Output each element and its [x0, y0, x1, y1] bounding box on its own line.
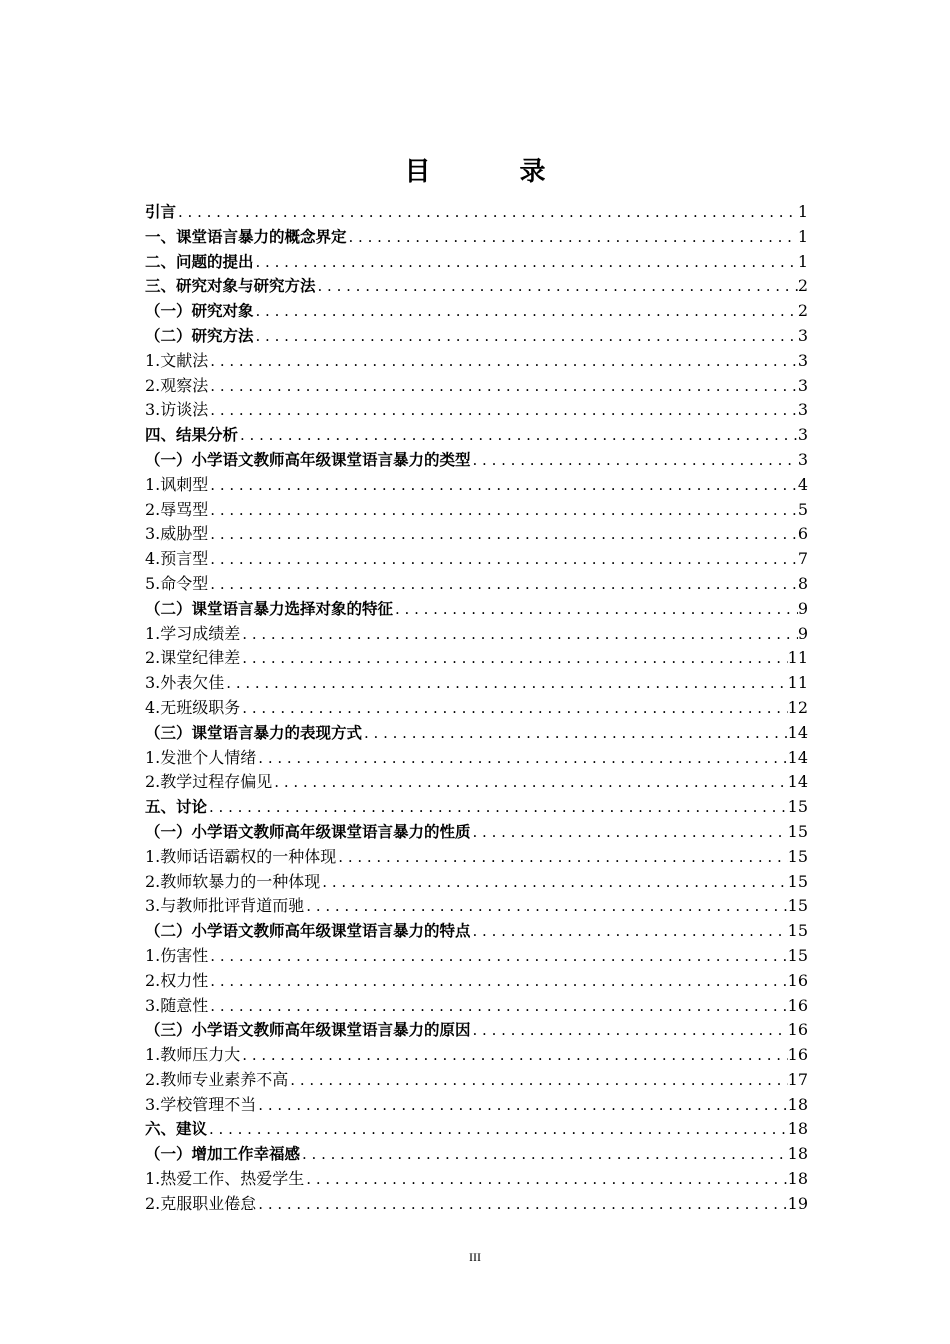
dot-leader: [208, 994, 787, 1019]
toc-entry-label: 4.预言型: [145, 549, 209, 569]
toc-entry-label: 1.文献法: [145, 350, 209, 370]
toc-entry-page: 3: [797, 400, 808, 420]
toc-entry[interactable]: [145, 448, 808, 473]
toc-entry-page: 3: [797, 325, 808, 345]
toc-entry-page: 1: [797, 226, 808, 246]
toc-entry-page: 1: [797, 251, 808, 271]
dot-leader: [254, 250, 798, 275]
toc-entry-label: 1.发泄个人情绪: [145, 747, 257, 767]
dot-leader: [320, 870, 787, 895]
toc-entry-page: 1: [797, 202, 808, 221]
toc-entry-label: 2.教师软暴力的一种体现: [145, 871, 321, 891]
toc-entry-label: 3.威胁型: [145, 524, 209, 544]
dot-leader: [272, 770, 787, 795]
toc-entry-label: 3.学校管理不当: [145, 1094, 257, 1114]
dot-leader: [393, 597, 798, 622]
toc-entry-page: 15: [787, 896, 808, 916]
toc-entry-page: 19: [787, 1193, 808, 1213]
dot-leader: [471, 448, 798, 473]
toc-entry[interactable]: [145, 250, 808, 275]
toc-entry-page: 3: [797, 350, 808, 370]
toc-entry-label: （一）增加工作幸福感: [145, 1145, 301, 1164]
toc-entry-label: 1.教师压力大: [145, 1045, 241, 1065]
toc-entry-label: 3.与教师批评背道而驰: [145, 896, 305, 916]
toc-entry-label: （三）小学语文教师高年级课堂语言暴力的原因: [145, 1021, 471, 1040]
toc-entry[interactable]: [145, 374, 808, 399]
toc-entry-page: 14: [787, 772, 808, 792]
dot-leader: [208, 547, 798, 572]
toc-entry-page: 9: [797, 598, 808, 618]
dot-leader: [240, 696, 787, 721]
toc-entry[interactable]: [145, 498, 808, 523]
toc-entry-page: 6: [797, 524, 808, 544]
toc-entry-label: 2.观察法: [145, 375, 209, 395]
toc-entry-label: 一、课堂语言暴力的概念界定: [145, 227, 347, 246]
dot-leader: [207, 795, 788, 820]
toc-entry[interactable]: [145, 1043, 808, 1068]
dot-leader: [471, 1018, 788, 1043]
toc-entry-page: 17: [787, 1069, 808, 1089]
toc-entry-page: 15: [787, 797, 808, 817]
toc-entry-page: 11: [787, 673, 808, 693]
toc-entry-page: 3: [797, 425, 808, 445]
toc-entry[interactable]: [145, 845, 808, 870]
toc-entry[interactable]: [145, 870, 808, 895]
toc-entry-page: 14: [787, 722, 808, 742]
toc-entry[interactable]: [145, 1018, 808, 1043]
dot-leader: [304, 894, 787, 919]
toc-entry[interactable]: [145, 696, 808, 721]
toc-entry-page: 14: [787, 747, 808, 767]
toc-entry-page: 18: [787, 1094, 808, 1114]
toc-entry-label: 四、结果分析: [145, 426, 239, 445]
dot-leader: [208, 498, 798, 523]
toc-entry-label: 五、讨论: [145, 798, 208, 817]
toc-entry-label: 1.伤害性: [145, 945, 209, 965]
toc-title: 目 录: [404, 157, 586, 188]
toc-entry[interactable]: [145, 1068, 808, 1093]
dot-leader: [176, 200, 798, 225]
toc-entry-label: 2.教师专业素养不高: [145, 1069, 289, 1089]
toc-entry-label: 5.命令型: [145, 573, 209, 593]
toc-entry[interactable]: [145, 572, 808, 597]
toc-entry-page: 16: [787, 995, 808, 1015]
toc-entry-page: 3: [797, 449, 808, 469]
toc-entry[interactable]: [145, 200, 808, 225]
toc-entry[interactable]: [145, 994, 808, 1019]
toc-entry-page: 16: [787, 970, 808, 990]
toc-entry-page: 15: [787, 871, 808, 891]
dot-leader: [256, 1093, 787, 1118]
toc-entry[interactable]: [145, 1192, 808, 1217]
toc-entry[interactable]: [145, 225, 808, 250]
dot-leader: [256, 746, 787, 771]
toc-entry-label: 2.课堂纪律差: [145, 648, 241, 668]
toc-entry[interactable]: [145, 1142, 808, 1167]
toc-entry[interactable]: [145, 622, 808, 647]
dot-leader: [240, 1043, 787, 1068]
toc-entry-page: 16: [787, 1045, 808, 1065]
toc-entry[interactable]: [145, 746, 808, 771]
dot-leader: [471, 919, 788, 944]
toc-entry[interactable]: [145, 944, 808, 969]
dot-leader: [208, 349, 798, 374]
toc-entry-page: 2: [797, 301, 808, 321]
toc-entry-page: 15: [787, 821, 808, 841]
toc-entry-label: （一）小学语文教师高年级课堂语言暴力的类型: [145, 450, 471, 469]
toc-entry[interactable]: [145, 1167, 808, 1192]
toc-entry[interactable]: [145, 646, 808, 671]
dot-leader: [288, 1068, 787, 1093]
toc-entry[interactable]: [145, 398, 808, 423]
toc-entry-label: 三、研究对象与研究方法: [145, 277, 316, 296]
toc-entry-label: （三）课堂语言暴力的表现方式: [145, 723, 363, 742]
toc-entry-page: 2: [797, 276, 808, 296]
toc-entry-page: 15: [787, 846, 808, 866]
toc-entry-label: 1.讽刺型: [145, 474, 209, 494]
toc-entry[interactable]: [145, 721, 808, 746]
toc-entry-label: 3.访谈法: [145, 400, 209, 420]
toc-entry-label: 4.无班级职务: [145, 697, 241, 717]
dot-leader: [208, 522, 798, 547]
toc-entry-label: 1.学习成绩差: [145, 623, 241, 643]
dot-leader: [254, 324, 798, 349]
toc-entry-label: 六、建议: [145, 1120, 208, 1139]
dot-leader: [362, 721, 788, 746]
toc-entry[interactable]: [145, 671, 808, 696]
toc-entry[interactable]: [145, 795, 808, 820]
toc-entry-page: 9: [797, 623, 808, 643]
dot-leader: [208, 969, 787, 994]
toc-entry-label: （二）课堂语言暴力选择对象的特征: [145, 599, 394, 618]
toc-entry[interactable]: [145, 274, 808, 299]
dot-leader: [240, 622, 798, 647]
toc-entry-page: 18: [787, 1119, 808, 1139]
toc-entry-label: 2.权力性: [145, 970, 209, 990]
toc-entry-page: 15: [787, 921, 808, 941]
toc-entry-page: 15: [787, 945, 808, 965]
toc-entry[interactable]: [145, 324, 808, 349]
dot-leader: [208, 374, 798, 399]
toc-entry[interactable]: [145, 423, 808, 448]
toc-entry[interactable]: [145, 770, 808, 795]
toc-entry-label: 二、问题的提出: [145, 252, 254, 271]
dot-leader: [316, 274, 798, 299]
toc-entry[interactable]: [145, 597, 808, 622]
toc-entry-label: 3.外表欠佳: [145, 673, 225, 693]
toc-entry-page: 4: [797, 474, 808, 494]
toc-entry-label: 1.热爱工作、热爱学生: [145, 1169, 305, 1189]
dot-leader: [300, 1142, 788, 1167]
toc-entry-page: 11: [787, 648, 808, 668]
toc-entry-page: 12: [787, 697, 808, 717]
toc-entry[interactable]: [145, 820, 808, 845]
toc-entry-label: 1.教师话语霸权的一种体现: [145, 846, 337, 866]
toc-entry-page: 3: [797, 375, 808, 395]
toc-entry-label: 3.随意性: [145, 995, 209, 1015]
page-number: III: [469, 1250, 481, 1264]
toc-entry[interactable]: [145, 919, 808, 944]
toc-entry-label: 2.教学过程存偏见: [145, 772, 273, 792]
toc-entry-label: （二）小学语文教师高年级课堂语言暴力的特点: [145, 922, 471, 941]
dot-leader: [304, 1167, 787, 1192]
toc-entry-label: （一）研究对象: [145, 302, 254, 321]
dot-leader: [208, 572, 798, 597]
toc-entry[interactable]: [145, 522, 808, 547]
toc-entry-label: 引言: [145, 203, 177, 221]
toc-entry-page: 8: [797, 573, 808, 593]
toc-entry-page: 5: [797, 499, 808, 519]
toc-entry[interactable]: [145, 969, 808, 994]
dot-leader: [240, 646, 787, 671]
dot-leader: [208, 473, 798, 498]
toc-entry-page: 18: [787, 1144, 808, 1164]
toc-entry[interactable]: [145, 349, 808, 374]
toc-entry[interactable]: [145, 299, 808, 324]
toc-entry[interactable]: [145, 894, 808, 919]
dot-leader: [336, 845, 787, 870]
dot-leader: [347, 225, 798, 250]
toc-entry[interactable]: [145, 1117, 808, 1142]
toc-entry-page: 7: [797, 549, 808, 569]
toc-entry-label: 2.克服职业倦怠: [145, 1193, 257, 1213]
toc-entry-page: 16: [787, 1020, 808, 1040]
toc-entry-label: 2.辱骂型: [145, 499, 209, 519]
dot-leader: [207, 1117, 788, 1142]
dot-leader: [208, 398, 798, 423]
dot-leader: [256, 1192, 787, 1217]
toc-entry-page: 18: [787, 1169, 808, 1189]
toc-entry[interactable]: [145, 547, 808, 572]
toc-entry-label: （二）研究方法: [145, 326, 254, 345]
dot-leader: [208, 944, 787, 969]
table-of-contents: [145, 200, 808, 1217]
dot-leader: [471, 820, 788, 845]
toc-entry-label: （一）小学语文教师高年级课堂语言暴力的性质: [145, 822, 471, 841]
dot-leader: [224, 671, 787, 696]
dot-leader: [238, 423, 798, 448]
toc-entry[interactable]: [145, 1093, 808, 1118]
toc-entry[interactable]: [145, 473, 808, 498]
dot-leader: [254, 299, 798, 324]
